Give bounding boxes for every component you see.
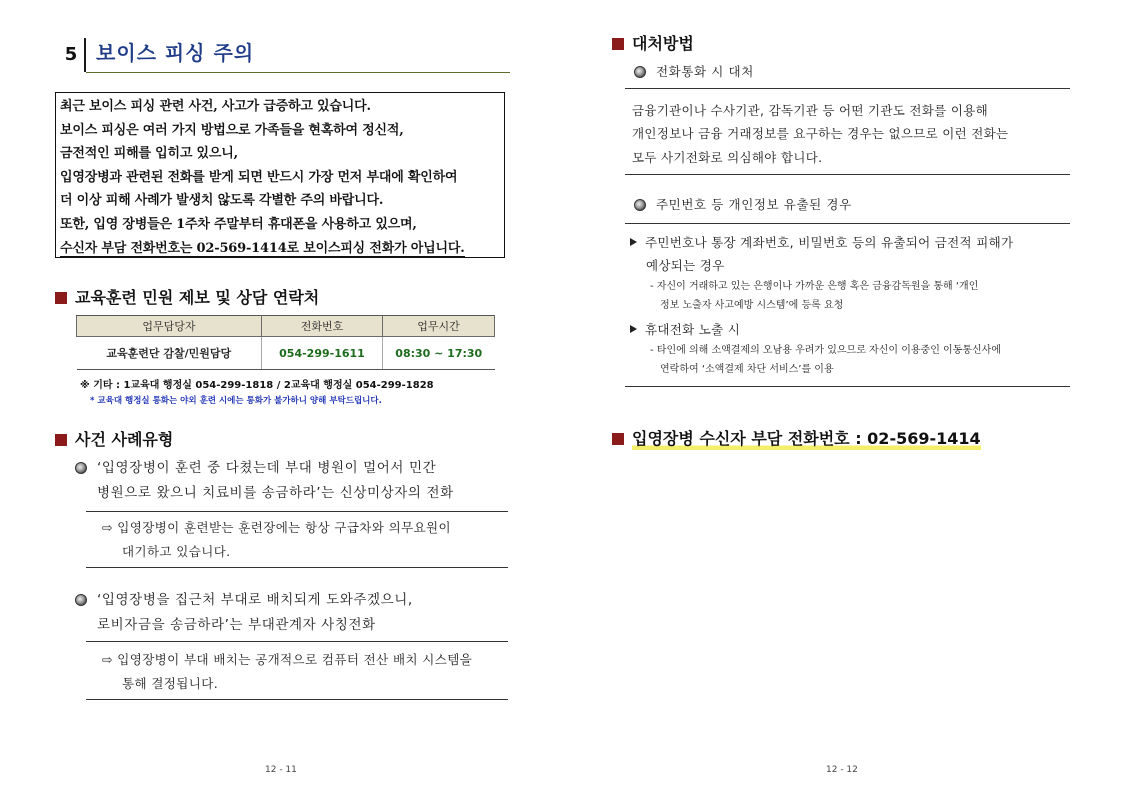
response-heading-text: 대처방법 [632, 34, 694, 53]
section-title: 보이스 피싱 주의 [96, 41, 255, 65]
table-cell-phone: 054-299-1611 [262, 337, 383, 370]
bullet-text: 예상되는 경우 [646, 258, 725, 273]
bullet-detail: - 타인에 의해 소액결제의 오남용 우려가 있으므로 자신이 이용중인 이동통신사에 [650, 345, 1001, 356]
hotline-text: 입영장병 수신자 부담 전화번호 : 02-569-1414 [632, 429, 981, 448]
triangle-bullet-icon [630, 238, 637, 246]
square-bullet-icon [612, 38, 624, 50]
section-number: 5 [58, 38, 86, 72]
sub-heading-item [634, 60, 1054, 84]
bullet-detail: - 자신이 거래하고 있는 은행이나 가까운 은행 혹은 금융감독원을 통해 ‘개인 [650, 281, 979, 292]
circle-bullet-icon [634, 66, 646, 78]
notice-line-hotline: 수신자 부담 전화번호는 02-569-1414로 보이스피싱 전화가 아닙니다. [60, 240, 465, 256]
bullet-detail: 정보 노출자 사고예방 시스템’에 등록 요청 [660, 300, 844, 311]
notice-line: 또한, 입영 장병들은 1주차 주말부터 휴대폰을 사용하고 있으며, [60, 216, 417, 232]
notice-line: 금전적인 피해를 입히고 있으니, [60, 146, 238, 162]
note-sub: * 교육대 행정실 통화는 야외 훈련 시에는 통화가 불가하니 양해 부탁드립니다. [90, 396, 382, 406]
table-cell-contact: 교육훈련단 감찰/민원담당 [77, 337, 262, 370]
page-number: 12 - 12 [826, 765, 858, 775]
contact-heading-text: 교육훈련 민원 제보 및 상담 연락처 [75, 288, 320, 307]
case-answer-line: ⇨ 입영장병이 훈련받는 훈련장에는 항상 구급차와 의무요원이 [102, 520, 451, 535]
case-line: ‘입영장병이 훈련 중 다쳤는데 부대 병원이 멀어서 민간 [97, 460, 437, 476]
notice-line: 더 이상 피해 사례가 발생치 않도록 각별한 주의 바랍니다. [60, 193, 384, 209]
case-line: 병원으로 왔으니 치료비를 송금하라’는 신상미상자의 전화 [97, 485, 454, 501]
hotline-heading [612, 426, 981, 449]
notice-line: 입영장병과 관련된 전화를 받게 되면 반드시 가장 먼저 부대에 확인하여 [60, 169, 458, 185]
divider [625, 223, 1070, 224]
table-cell-hours: 08:30 ~ 17:30 [383, 337, 495, 370]
body-line: 개인정보나 금융 거래정보를 요구하는 경우는 없으므로 이런 전화는 [632, 126, 1009, 141]
sub-heading: 주민번호 등 개인정보 유출된 경우 [656, 197, 852, 212]
cases-heading-text: 사건 사례유형 [75, 430, 174, 449]
divider [625, 174, 1070, 175]
page-number: 12 - 11 [265, 765, 297, 775]
case-line: 로비자금을 송금하라’는 부대관계자 사칭전화 [97, 617, 376, 633]
case-line: ‘입영장병을 집근처 부대로 배치되게 도와주겠으니, [97, 592, 413, 608]
case-answer-line: ⇨ 입영장병이 부대 배치는 공개적으로 컴퓨터 전산 배치 시스템을 [102, 652, 473, 667]
table-header: 업무담당자 [77, 316, 262, 337]
note-other-contacts: ※ 기타 : 1교육대 행정실 054-299-1818 / 2교육대 행정실 054-299-1828 [80, 380, 434, 391]
table-header: 업무시간 [383, 316, 495, 337]
square-bullet-icon [612, 433, 624, 445]
triangle-bullet-icon [630, 325, 637, 333]
bullet-text: 휴대전화 노출 시 [645, 322, 741, 337]
case-answer-line: 통해 결정됩니다. [122, 676, 219, 691]
body-line: 모두 사기전화로 의심해야 합니다. [632, 150, 823, 165]
sub-heading-item [634, 193, 1054, 217]
response-heading [612, 34, 694, 54]
divider [625, 386, 1070, 387]
bullet-item [630, 318, 740, 342]
table-header: 전화번호 [262, 316, 383, 337]
body-line: 금융기관이나 수사기관, 감독기관 등 어떤 기관도 전화를 이용해 [632, 103, 988, 118]
bullet-text: 주민번호나 통장 계좌번호, 비밀번호 등의 유출되어 금전적 피해가 [645, 235, 1014, 250]
bullet-detail: 연락하여 ‘소액결제 차단 서비스’를 이용 [660, 364, 834, 375]
sub-heading: 전화통화 시 대처 [656, 64, 754, 79]
notice-line: 보이스 피싱은 여러 가지 방법으로 가족들을 현혹하여 정신적, [60, 122, 404, 138]
case-answer-line: 대기하고 있습니다. [122, 544, 231, 559]
divider [625, 88, 1070, 89]
circle-bullet-icon [634, 199, 646, 211]
bullet-item [630, 231, 1013, 255]
notice-line: 최근 보이스 피싱 관련 사건, 사고가 급증하고 있습니다. [60, 99, 371, 114]
